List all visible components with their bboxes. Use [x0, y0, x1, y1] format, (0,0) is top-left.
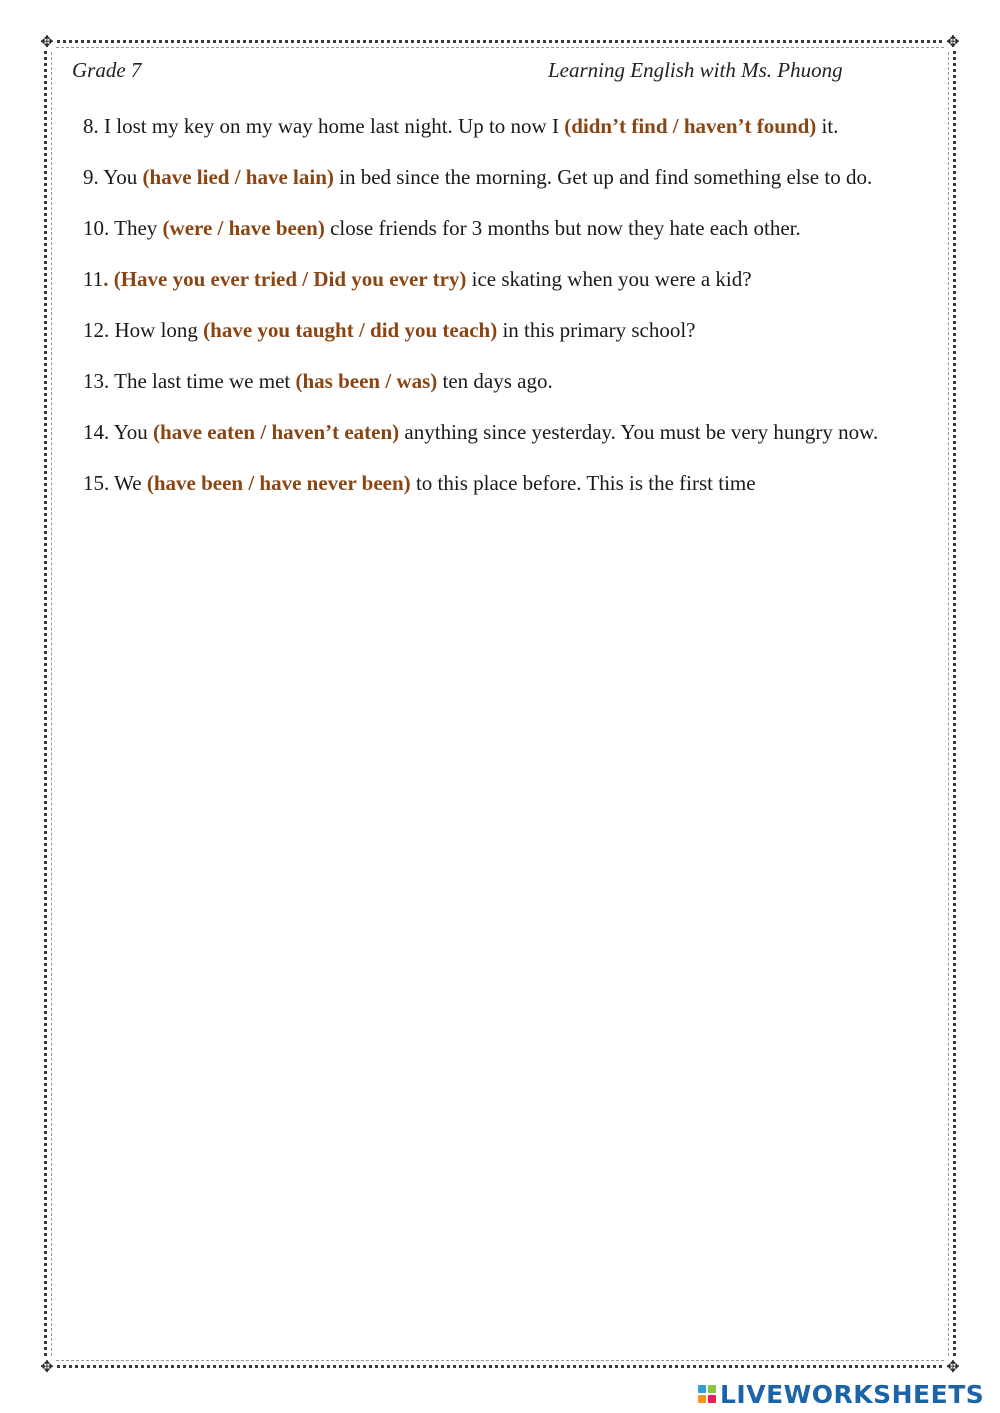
exercise-item [83, 412, 913, 452]
liveworksheets-logo [698, 1378, 984, 1410]
corner-ornament-icon: ✥ [944, 33, 962, 51]
item-text-before: 15. We [83, 471, 147, 495]
exercise-list [83, 106, 913, 514]
answer-choice[interactable]: (have you taught / did you teach) [203, 318, 498, 342]
exercise-item [83, 310, 913, 350]
item-text-before: 11 [83, 267, 104, 291]
answer-choice[interactable]: (were / have been) [162, 216, 325, 240]
item-text-after: to this place before. This is the first time [410, 471, 756, 495]
exercise-item [83, 106, 913, 146]
exercise-item [83, 361, 913, 401]
item-text-after: ten days ago. [437, 369, 553, 393]
logo-text: LIVEWORKSHEETS [720, 1379, 985, 1409]
item-text-before: 12. How long [83, 318, 204, 342]
corner-ornament-icon: ✥ [944, 1358, 962, 1376]
exercise-item [83, 157, 913, 197]
answer-choice[interactable]: (have eaten / haven’t eaten) [153, 420, 400, 444]
item-text-after: it. [816, 114, 839, 138]
answer-choice[interactable]: (has been / was) [295, 369, 438, 393]
exercise-item [83, 208, 913, 248]
answer-choice[interactable]: . (Have you ever tried / Did you ever try) [103, 267, 467, 291]
liveworksheets-logo-icon [698, 1385, 716, 1403]
exercise-item [83, 259, 913, 299]
item-text-after: in this primary school? [497, 318, 696, 342]
header-course-title: Learning English with Ms. Phuong [548, 58, 843, 82]
header-grade: Grade 7 [72, 58, 142, 82]
answer-choice[interactable]: (didn’t find / haven’t found) [564, 114, 817, 138]
answer-choice[interactable]: (have lied / have lain) [142, 165, 334, 189]
item-text-after: close friends for 3 months but now they hate each other. [324, 216, 801, 240]
item-text-after: in bed since the morning. Get up and find something else to do. [333, 165, 873, 189]
corner-ornament-icon: ✥ [38, 1358, 56, 1376]
answer-choice[interactable]: (have been / have never been) [146, 471, 411, 495]
item-text-before: 13. The last time we met [83, 369, 296, 393]
item-text-before: 14. You [83, 420, 154, 444]
item-text-after: ice skating when you were a kid? [466, 267, 752, 291]
corner-ornament-icon: ✥ [38, 33, 56, 51]
exercise-item [83, 463, 913, 503]
item-text-before: 9. You [83, 165, 143, 189]
item-text-before: 8. I lost my key on my way home last night. Up to now I [83, 114, 565, 138]
item-text-before: 10. They [83, 216, 163, 240]
item-text-after: anything since yesterday. You must be very hungry now. [399, 420, 879, 444]
